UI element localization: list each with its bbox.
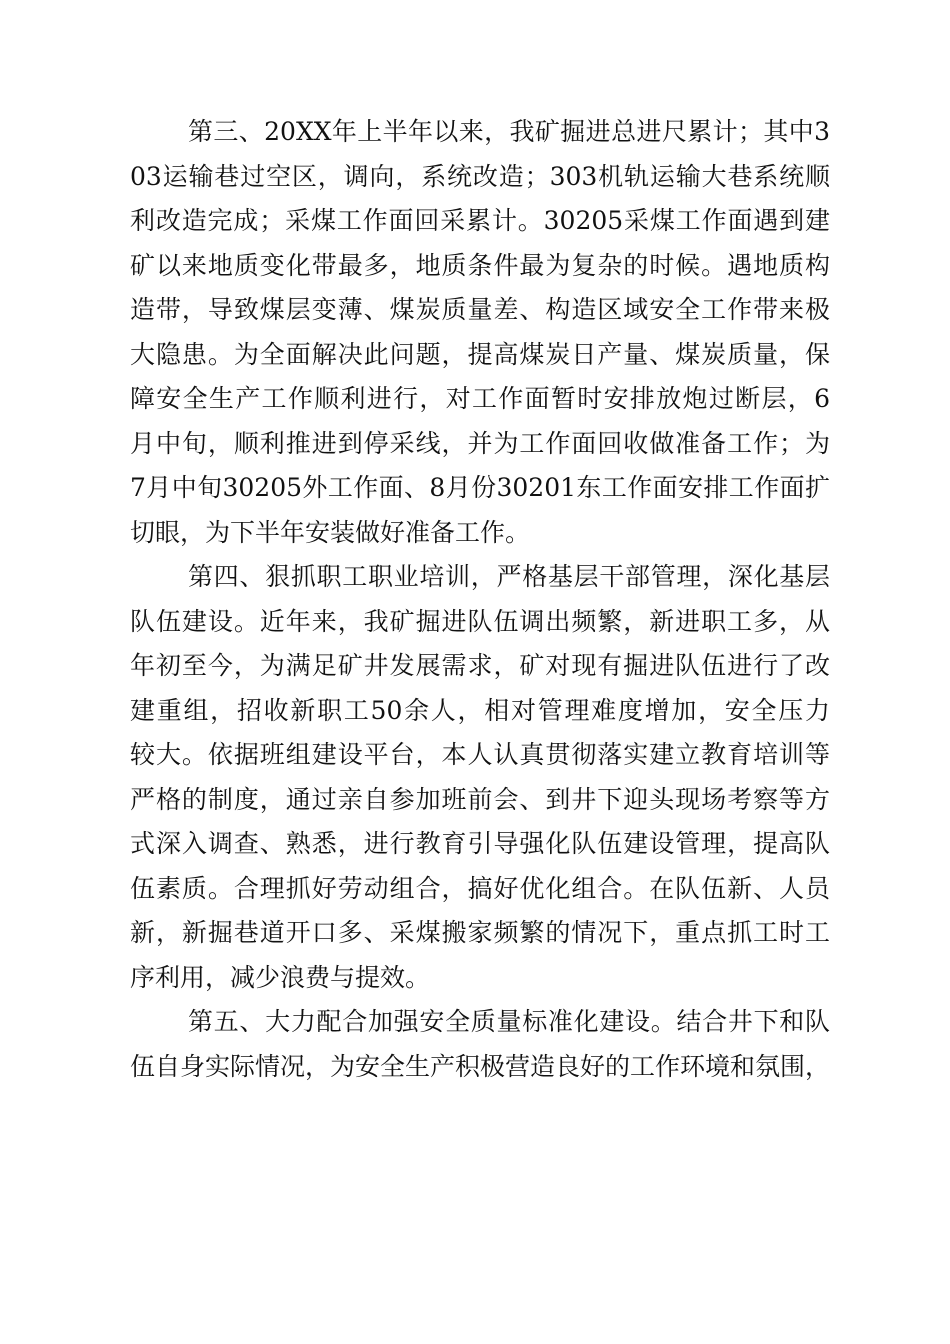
text-line: 第四、狠抓职工职业培训，严格基层干部管理，深化基层 [188, 562, 830, 591]
paragraph-5 [130, 1000, 830, 1089]
text-line: 队伍建设。近年来，我矿掘进队伍调出频繁，新进职工多，从 [130, 606, 830, 636]
text-line: 月中旬，顺利推进到停采线，并为工作面回收做准备工作；为 [130, 428, 830, 458]
text-line: 伍自身实际情况，为安全生产积极营造良好的工作环境和氛围， [130, 1051, 831, 1081]
text-line: 障安全生产工作顺利进行，对工作面暂时安排放炮过断层，6 [130, 384, 830, 413]
text-line: 伍素质。合理抓好劳动组合，搞好优化组合。在队伍新、人员 [130, 873, 830, 903]
text-line: 7月中旬30205外工作面、8月份30201东工作面安排工作面扩 [130, 473, 830, 502]
paragraph-3 [130, 110, 830, 555]
text-line: 03运输巷过空区，调向，系统改造；303机轨运输大巷系统顺 [130, 161, 830, 191]
text-line: 大隐患。为全面解决此问题，提高煤炭日产量、煤炭质量，保 [130, 339, 830, 369]
text-line: 式深入调查、熟悉，进行教育引导强化队伍建设管理，提高队 [130, 829, 830, 858]
text-line: 矿以来地质变化带最多，地质条件最为复杂的时候。遇地质构 [130, 250, 830, 280]
document-body [130, 110, 830, 1089]
text-line: 造带，导致煤层变薄、煤炭质量差、构造区域安全工作带来极 [130, 295, 830, 324]
text-line: 新，新掘巷道开口多、采煤搬家频繁的情况下，重点抓工时工 [130, 918, 830, 947]
text-line: 建重组，招收新职工50余人，相对管理难度增加，安全压力 [130, 695, 830, 725]
text-line: 切眼，为下半年安装做好准备工作。 [130, 517, 531, 547]
text-line: 年初至今，为满足矿井发展需求，矿对现有掘进队伍进行了改 [130, 651, 830, 680]
text-line: 严格的制度，通过亲自参加班前会、到井下迎头现场考察等方 [130, 784, 830, 814]
text-line: 序利用，减少浪费与提效。 [130, 962, 431, 992]
text-line: 第三、20XX年上半年以来，我矿掘进总进尺累计；其中3 [188, 117, 830, 146]
text-line: 利改造完成；采煤工作面回采累计。30205采煤工作面遇到建 [130, 206, 830, 235]
text-line: 较大。依据班组建设平台，本人认真贯彻落实建立教育培训等 [130, 740, 830, 769]
text-line: 第五、大力配合加强安全质量标准化建设。结合井下和队 [188, 1007, 830, 1036]
paragraph-4 [130, 555, 830, 1000]
